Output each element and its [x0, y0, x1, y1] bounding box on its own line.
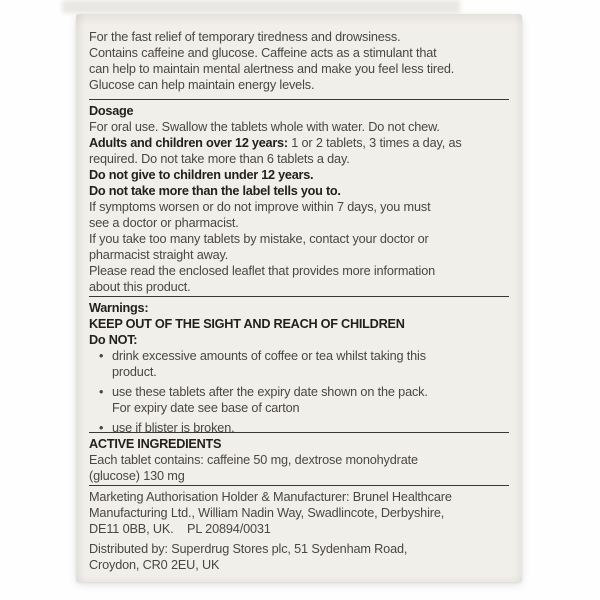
text-line: Dosage: [89, 104, 134, 118]
bullet-dot-icon: •: [99, 385, 104, 399]
bullet-text: [112, 420, 509, 436]
warning-bullet-expiry: [89, 384, 509, 416]
dosage-instructions: [89, 119, 509, 295]
text-line: drink excessive amounts of coffee or tea whilst taking this: [112, 349, 426, 363]
section-manufacturer: [89, 489, 509, 573]
text-line: Croydon, CR0 2EU, UK: [89, 558, 220, 572]
text-line: Do not give to children under 12 years.: [89, 168, 314, 182]
warnings-headings: [89, 300, 509, 348]
text-line: For expiry date see base of carton: [112, 401, 300, 415]
text-line: Do not take more than the label tells you to.: [89, 184, 341, 198]
carton-top-shadow: [62, 0, 460, 13]
indication-paragraph: [89, 29, 509, 93]
text-line: For oral use. Swallow the tablets whole with water. Do not chew.: [89, 120, 440, 134]
bullet-text: [112, 348, 509, 380]
warning-bullet-coffee: [89, 348, 509, 380]
section-divider: [89, 99, 509, 100]
bullet-dot-icon: •: [99, 421, 104, 435]
active-ingredients-heading: [89, 436, 509, 452]
text-line: If symptoms worsen or do not improve within 7 days, you must: [89, 200, 431, 214]
text-line: ACTIVE INGREDIENTS: [89, 437, 222, 451]
text-line: pharmacist straight away.: [89, 248, 229, 262]
bullet-dot-icon: •: [99, 349, 104, 363]
text-line: Adults and children over 12 years: 1 or 2 tablets, 3 times a day, as: [89, 136, 462, 150]
section-active-ingredients: [89, 436, 509, 484]
section-divider: [89, 485, 509, 486]
bullet-text: [112, 384, 509, 416]
warning-bullet-blister: [89, 420, 509, 436]
text-line: can help to maintain mental alertness and make you feel less tired.: [89, 62, 455, 76]
section-divider: [89, 296, 509, 297]
text-line: KEEP OUT OF THE SIGHT AND REACH OF CHILDREN: [89, 317, 405, 331]
medicine-carton-back-panel: [76, 14, 522, 582]
text-line: Marketing Authorisation Holder & Manufacturer: Brunel Healthcare: [89, 490, 452, 504]
text-line: Glucose can help maintain energy levels.: [89, 78, 315, 92]
section-dosage: [89, 103, 509, 295]
text-line: use these tablets after the expiry date shown on the pack.: [112, 385, 428, 399]
text-line: required. Do not take more than 6 tablets a day.: [89, 152, 350, 166]
text-line: Each tablet contains: caffeine 50 mg, dextrose monohydrate: [89, 453, 418, 467]
text-line: about this product.: [89, 280, 191, 294]
label-content: [76, 14, 522, 582]
text-line: Contains caffeine and glucose. Caffeine acts as a stimulant that: [89, 46, 437, 60]
active-ingredients-detail: [89, 452, 509, 484]
text-line: For the fast relief of temporary tiredness and drowsiness.: [89, 30, 401, 44]
section-indication: [89, 29, 509, 93]
text-line: Warnings:: [89, 301, 149, 315]
text-line: If you take too many tablets by mistake, contact your doctor or: [89, 232, 429, 246]
text-line: Manufacturing Ltd., William Nadin Way, Swadlincote, Derbyshire,: [89, 506, 445, 520]
text-line: (glucose) 130 mg: [89, 469, 185, 483]
text-line: Please read the enclosed leaflet that provides more information: [89, 264, 436, 278]
distributor: [89, 541, 509, 573]
text-line: use if blister is broken.: [112, 421, 235, 435]
section-warnings: [89, 300, 509, 436]
dosage-heading: [89, 103, 509, 119]
text-line: see a doctor or pharmacist.: [89, 216, 239, 230]
text-line: DE11 0BB, UK. PL 20894/0031: [89, 522, 271, 536]
text-line: Distributed by: Superdrug Stores plc, 51 Sydenham Road,: [89, 542, 408, 556]
text-line: product.: [112, 365, 157, 379]
text-line: Do NOT:: [89, 333, 138, 347]
marketing-authorisation-holder: [89, 489, 509, 537]
